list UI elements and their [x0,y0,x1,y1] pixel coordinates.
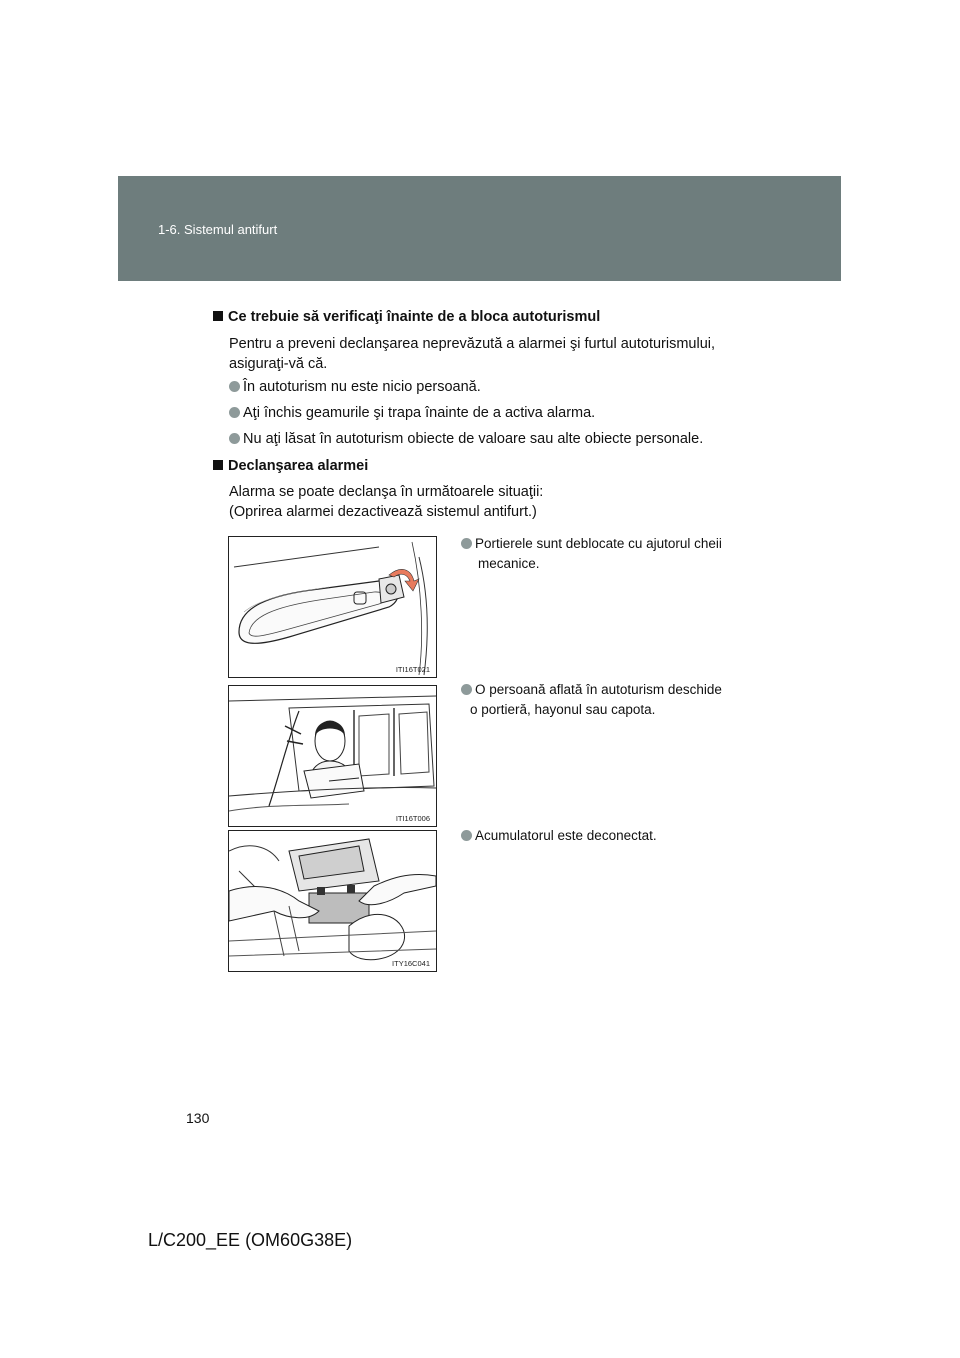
section1-intro: Pentru a preveni declanşarea neprevăzută a alarmei şi furtul autoturismului, asiguraţi-vă că. [229,336,716,372]
list-item: În autoturism nu este nicio persoană. [229,379,481,395]
section2-intro: Alarma se poate declanşa în următoarele situaţii: (Oprirea alarmei dezactivează sistemul antifurt.) [229,484,544,520]
bullet-dot-icon [461,538,472,549]
section-title: 1-6. Sistemul antifurt [158,222,278,237]
figure-code: ITI16T021 [395,665,430,674]
square-bullet-icon [213,311,223,321]
square-bullet-icon [213,460,223,470]
bullet-dot-icon [461,830,472,841]
figure-caption-2: O persoană aflată în autoturism deschide o portieră, hayonul sau capota. [461,680,761,720]
section-heading-check: Ce trebuie să verificaţi înainte de a bloca autoturismul [213,309,600,325]
section-heading-alarm: Declanşarea alarmei [213,458,368,474]
person-in-car-illustration [228,685,437,827]
battery-illustration [228,830,437,972]
door-handle-illustration [228,536,437,678]
figure-code: ITI16T006 [395,814,430,823]
document-code: L/C200_EE (OM60G38E) [148,1230,353,1250]
list-item: Aţi închis geamurile şi trapa înainte de a activa alarma. [229,405,595,421]
header-band [118,176,841,281]
figure-caption-1: Portierele sunt deblocate cu ajutorul cheii mecanice. [461,534,761,574]
bullet-dot-icon [461,684,472,695]
bullet-dot-icon [229,407,240,418]
bullet-dot-icon [229,433,240,444]
figure-caption-3: Acumulatorul este deconectat. [461,826,761,846]
page-number: 130 [186,1110,210,1126]
list-item: Nu aţi lăsat în autoturism obiecte de valoare sau alte obiecte personale. [229,431,703,447]
bullet-dot-icon [229,381,240,392]
figure-code: ITY16C041 [392,959,430,968]
